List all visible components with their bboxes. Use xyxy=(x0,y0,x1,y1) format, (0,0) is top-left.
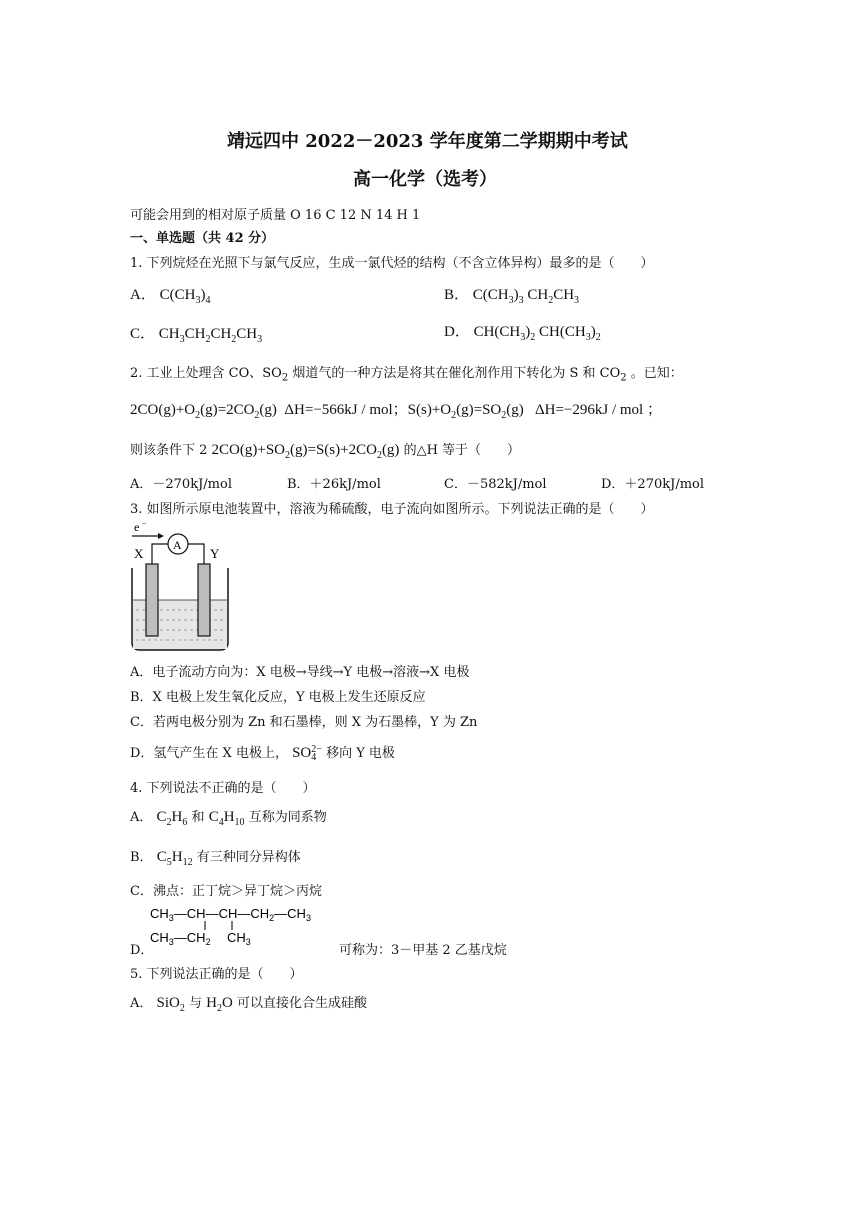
option-label: D． xyxy=(444,324,470,340)
q2-option-b[interactable]: B．＋26kJ/mol xyxy=(287,477,381,492)
option-label: B． xyxy=(444,287,470,303)
q1-option-a[interactable] xyxy=(130,283,210,306)
structural-formula xyxy=(148,902,338,948)
option-label: C． xyxy=(130,326,156,342)
sulfate-ion: SO 2− 4 xyxy=(292,743,322,763)
q2-equation: $2CO(g)+O_2(g)=2CO_2(g)$ ΔH=−566kJ / mol；$S(s)+O_2(g)=SO_2(g)$ ΔH=−296kJ / mol ； xyxy=(130,402,662,421)
question-2-stem: 2. 工业上处理含 CO、$SO_2$ 烟道气的一种方法是将其在催化剂作用下转化为 S 和 $CO_2$ 。已知： xyxy=(130,366,683,384)
option-d-text-2: 移向 Y 电极 xyxy=(326,746,395,761)
q4-option-d-text: 可称为：3－甲基 2 乙基戊烷 xyxy=(339,943,507,958)
option-label: A． xyxy=(130,810,153,825)
q3-option-a[interactable]: A．电子流动方向为：X 电极→导线→Y 电极→溶液→X 电极 xyxy=(130,665,470,680)
q4-option-a[interactable] xyxy=(130,806,327,828)
q3-option-c[interactable]: C．若两电极分别为 Zn 和石墨棒，则 X 为石墨棒，Y 为 Zn xyxy=(130,715,478,730)
question-3-stem: 3. 如图所示原电池装置中，溶液为稀硫酸，电子流向如图所示。下列说法正确的是（ ） xyxy=(130,502,654,517)
connector-text: 与 xyxy=(189,996,203,1011)
q4-option-d-label[interactable]: D． xyxy=(130,943,154,958)
formula-h2o: $H_2O$ xyxy=(206,995,233,1014)
q4-option-c[interactable]: C．沸点：正丁烷＞异丁烷＞丙烷 xyxy=(130,884,322,899)
formula: $C(CH_3)_3$ $CH_2CH_3$ xyxy=(472,287,580,306)
wire-right xyxy=(188,544,204,566)
formula: $CH(CH_3)_2$ $CH(CH_3)_2$ xyxy=(473,324,601,343)
q4-option-b[interactable] xyxy=(130,846,301,868)
option-label: B． xyxy=(130,850,153,865)
ammeter-label: A xyxy=(173,538,182,552)
option-d-text: D．氢气产生在 X 电极上， xyxy=(130,746,288,761)
electrode-x xyxy=(146,564,158,636)
q2-option-c[interactable]: C．－582kJ/mol xyxy=(444,477,547,492)
page-subtitle: 高一化学（选考） xyxy=(353,169,497,190)
electrode-y-label: Y xyxy=(210,546,220,561)
q1-option-c[interactable] xyxy=(130,322,262,345)
electrode-y xyxy=(198,564,210,636)
electron-charge: − xyxy=(142,519,147,528)
page-title: 靖远四中 2022－2023 学年度第二学期期中考试 xyxy=(227,131,628,152)
electron-arrowhead xyxy=(158,533,164,539)
electron-label: e xyxy=(134,520,140,534)
q3-option-b[interactable]: B．X 电极上发生氧化反应，Y 电极上发生还原反应 xyxy=(130,690,426,705)
wire-left xyxy=(152,544,168,566)
formula-c5h12: $C_5H_{12}$ xyxy=(156,849,193,868)
q1-option-b[interactable] xyxy=(444,283,579,306)
option-text: 可以直接化合生成硅酸 xyxy=(237,996,368,1011)
branch-methyl: $CH_3$ xyxy=(227,930,251,947)
q5-option-a[interactable] xyxy=(130,992,367,1014)
formula: $CH_3CH_2CH_2CH_3$ xyxy=(158,326,263,345)
option-label: A． xyxy=(130,287,156,303)
branch-ethyl: $CH_3—CH_2$ xyxy=(150,930,211,947)
section-heading: 一、单选题（共 42 分） xyxy=(130,231,275,246)
question-4-stem: 4. 下列说法不正确的是（ ） xyxy=(130,781,316,796)
q2-option-d[interactable]: D．＋270kJ/mol xyxy=(601,477,705,492)
q3-option-d[interactable] xyxy=(130,742,395,762)
q1-option-d[interactable] xyxy=(444,320,601,343)
connector-text: 和 xyxy=(191,810,205,825)
option-label: A． xyxy=(130,996,153,1011)
electrode-x-label: X xyxy=(134,546,144,561)
q2-question: 则该条件下 2 $2CO(g)+SO_2(g)=S(s)+2CO_2(g)$ 的△H 等于（ ） xyxy=(130,442,521,461)
question-1-stem: 1. 下列烷烃在光照下与氯气反应，生成一氯代烃的结构（不含立体异构）最多的是（ ） xyxy=(130,256,654,271)
formula-c2h6: $C_2H_6$ xyxy=(156,809,188,828)
option-text: 有三种同分异构体 xyxy=(196,850,301,865)
galvanic-cell-figure xyxy=(128,518,238,654)
chain-main: $CH_3—CH—CH—CH_2—CH_3$ xyxy=(150,906,311,923)
q2-option-a[interactable]: A．－270kJ/mol xyxy=(130,477,232,492)
question-5-stem: 5. 下列说法正确的是（ ） xyxy=(130,967,303,982)
atomic-mass-line: 可能会用到的相对原子质量 O 16 C 12 N 14 H 1 xyxy=(130,208,421,223)
formula-c4h10: $C_4H_{10}$ xyxy=(208,809,245,828)
option-text: 互称为同系物 xyxy=(248,810,327,825)
formula: $C(CH_3)_4$ xyxy=(159,287,211,306)
formula-sio2: SiO$_2$ xyxy=(156,995,185,1014)
